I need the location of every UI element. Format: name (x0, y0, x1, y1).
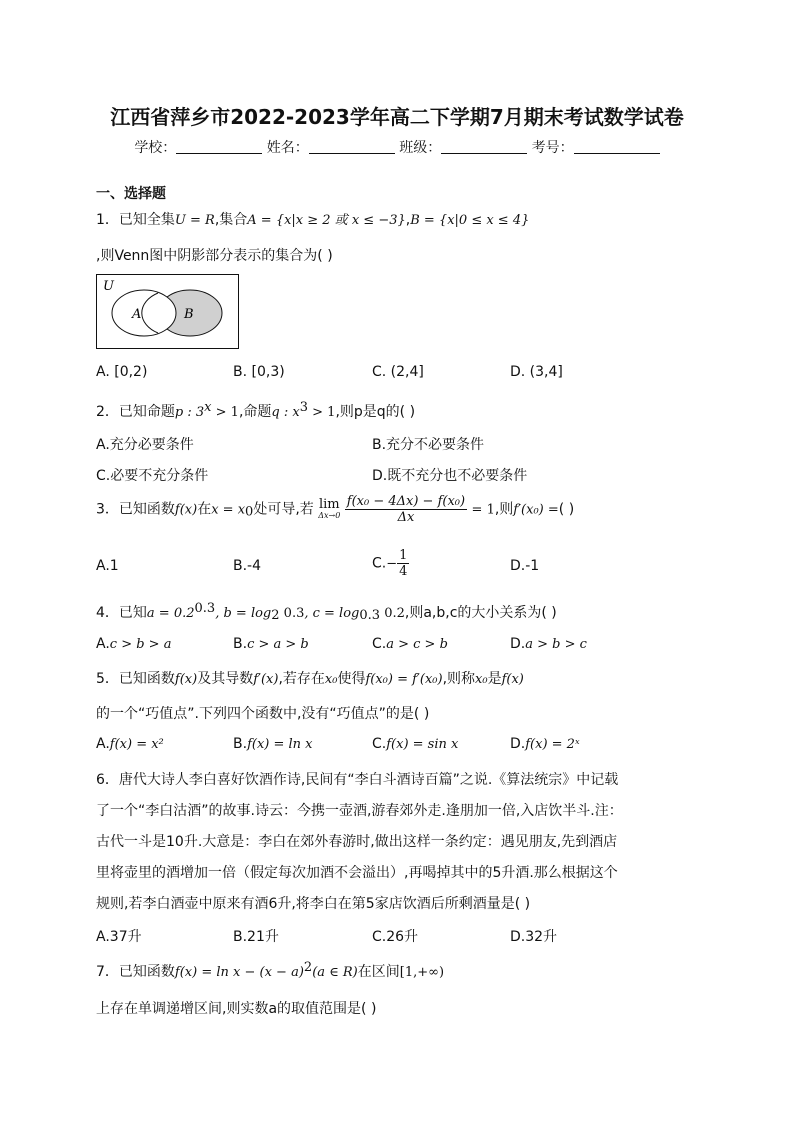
q5-text-b: 及其导数 (197, 671, 254, 687)
venn-set-a (112, 290, 176, 336)
name-label: 姓名： (266, 140, 309, 156)
q4-option-d-value: a > b > c (525, 637, 587, 652)
student-info-row (0, 137, 794, 157)
q4-b-base: 2 (271, 608, 280, 623)
question-5-line-1 (96, 668, 524, 688)
school-label: 学校： (134, 140, 177, 156)
q4-option-d-label: D. (510, 636, 526, 652)
q2-q-exponent: 3 (299, 400, 308, 415)
venn-diagram (96, 274, 240, 350)
question-6-line-5: 规则,若李白酒壶中原来有酒6升,将李白在第5家店饮酒后所剩酒量是( ) (96, 896, 531, 912)
q2-option-b: B.充分不必要条件 (372, 437, 485, 453)
q5-fpx: f′(x) (253, 672, 279, 687)
q3-fraction-den: Δx (397, 510, 415, 525)
q4-a: a = 0.2 (146, 606, 195, 621)
q5-text-d: 使得 (337, 671, 366, 687)
q4-option-c-value: a > c > b (386, 637, 448, 652)
q3-fraction (345, 494, 467, 525)
q1-sep: , (405, 212, 411, 228)
q3-limit (318, 496, 341, 521)
question-6-line-1: 6．唐代大诗人李白喜好饮酒作诗,民间有“李白斗酒诗百篇”之说.《算法统宗》中记载 (96, 772, 619, 788)
q2-post: ,则p是q的( ) (335, 404, 416, 420)
q1-option-a: A. [0,2) (96, 364, 148, 380)
q1-option-d: D. (3,4] (510, 364, 563, 380)
venn-label-u: U (103, 279, 114, 294)
q6-option-a: A.37升 (96, 929, 142, 945)
q3-prefix: 3．已知函数 (96, 501, 175, 518)
q2-p-exponent: x (204, 400, 212, 415)
q4-option-b-label: B. (233, 636, 248, 652)
q1-number: 1．已知全集 (96, 212, 175, 228)
q4-option-d (510, 636, 587, 652)
q3-eq: = 1 (471, 502, 495, 518)
question-6-line-3: 古代一斗是10升.大意是：李白在郊外春游时,做出这样一条约定：遇见朋友,先到酒店 (96, 834, 618, 850)
q4-option-b-value: c > a > b (247, 637, 309, 652)
q3-fx: f(x) (174, 502, 198, 518)
q2-mid: ,命题 (238, 404, 272, 420)
class-label: 班级： (399, 140, 442, 156)
q5-option-a (96, 736, 164, 752)
q4-c-base: 0.3 (359, 608, 381, 623)
q4-c: , c = log (304, 606, 360, 621)
q1-set-u: U = R (174, 213, 215, 228)
q5-option-a-label: A. (96, 736, 110, 752)
q5-option-b-label: B. (233, 736, 248, 752)
q3-x0: x = x (211, 502, 246, 518)
number-label: 考号： (531, 140, 574, 156)
venn-label-a: A (132, 307, 142, 322)
question-6-line-4: 里将壶里的酒增加一倍（假定每次加酒不会溢出）,再喝掉其中的5升酒.那么根据这个 (96, 865, 618, 881)
q4-c-arg: 0.2 (380, 606, 405, 621)
question-5-line-2: 的一个“巧值点”.下列四个函数中,没有“巧值点”的是( ) (96, 706, 430, 722)
q5-eq: f(x₀) = f′(x₀) (365, 672, 443, 687)
q2-q: q : x (271, 405, 300, 420)
q5-option-c-value: f(x) = sin x (386, 737, 459, 752)
q3-option-c-sign: − (386, 556, 398, 572)
question-3-line (96, 494, 574, 525)
q2-option-c: C.必要不充分条件 (96, 468, 209, 484)
q5-fx: f(x) (174, 672, 198, 687)
q3-option-c-fraction (397, 548, 409, 579)
q5-option-d (510, 736, 580, 752)
q3-option-a: A.1 (96, 558, 119, 574)
q2-option-a: A.充分必要条件 (96, 437, 194, 453)
q4-option-a-label: A. (96, 636, 110, 652)
q7-interval: [1,+∞) (399, 965, 445, 980)
q1-set-b: B = {x|0 ≤ x ≤ 4} (410, 213, 530, 228)
q5-text-a: 5．已知函数 (96, 671, 175, 687)
q2-p-tail: > 1 (211, 405, 239, 420)
q3-x0-sub: 0 (245, 504, 254, 520)
q4-option-c (372, 636, 448, 652)
q5-text-e: ,则称 (442, 671, 476, 687)
q5-text-f: 是 (487, 671, 502, 687)
q3-fraction-num: f(x₀ − 4Δx) − f(x₀) (346, 494, 466, 509)
q3-lim-word: lim (318, 496, 340, 512)
q3-mid2: 处可导,若 (253, 501, 314, 518)
q4-post: ,则a,b,c的大小关系为( ) (404, 605, 557, 621)
q3-tail: ( ) (558, 501, 575, 518)
q5-option-a-value: f(x) = x² (109, 737, 164, 752)
q3-deriv: f′(x₀) = (513, 502, 559, 518)
q1-mid: ,集合 (214, 212, 248, 228)
q4-b-arg: 0.3 (279, 606, 305, 621)
q2-q-tail: > 1 (308, 405, 336, 420)
q6-option-b: B.21升 (233, 929, 279, 945)
q4-prefix: 4．已知 (96, 605, 147, 621)
q7-expr: f(x) = ln x − (x − a) (174, 965, 304, 980)
q3-option-b: B.-4 (233, 558, 262, 574)
q6-option-d: D.32升 (510, 929, 558, 945)
q4-option-b (233, 636, 309, 652)
class-blank (441, 139, 527, 154)
q4-option-a-value: c > b > a (109, 637, 172, 652)
q1-option-c: C. (2,4] (372, 364, 424, 380)
q3-option-c-den: 4 (399, 564, 408, 579)
question-2-line (96, 400, 415, 421)
q3-option-c-num: 1 (399, 548, 408, 563)
q5-text-c: ,若存在 (278, 671, 325, 687)
q3-lim-sub: Δx→0 (318, 510, 341, 520)
question-1-line-2: ,则Venn图中阴影部分表示的集合为( ) (96, 248, 333, 264)
section-heading: 一、选择题 (96, 186, 166, 202)
q4-a-exponent: 0.3 (194, 601, 216, 616)
q3-option-c-label: C. (372, 555, 387, 572)
q4-option-a (96, 636, 171, 652)
q2-p: p : 3 (174, 405, 205, 420)
school-blank (176, 139, 262, 154)
q5-fx-2: f(x) (501, 672, 524, 687)
question-7-line-2: 上存在单调递增区间,则实数a的取值范围是( ) (96, 1001, 377, 1017)
q4-b: , b = log (215, 606, 272, 621)
q3-mid: 在 (197, 501, 212, 518)
q1-option-b: B. [0,3) (233, 364, 285, 380)
q5-option-c-label: C. (372, 736, 387, 752)
question-4-line (96, 601, 557, 623)
name-blank (309, 139, 395, 154)
q4-option-c-label: C. (372, 636, 387, 652)
q2-prefix: 2．已知命题 (96, 404, 175, 420)
q5-x0: x₀ (324, 672, 338, 687)
q5-option-b-value: f(x) = ln x (247, 737, 313, 752)
q2-option-d: D.既不充分也不必要条件 (372, 468, 528, 484)
q5-x0-2: x₀ (475, 672, 488, 687)
q5-option-d-value: f(x) = 2ˣ (525, 737, 580, 752)
q3-post: ,则 (494, 501, 514, 518)
question-1-line-1 (96, 209, 529, 229)
q5-option-c (372, 736, 458, 752)
q3-option-c (372, 548, 409, 579)
venn-label-b: B (184, 307, 194, 322)
q7-mid: 在区间 (357, 964, 400, 980)
q6-option-c: C.26升 (372, 929, 419, 945)
q7-cond: (a ∈ R) (312, 965, 358, 980)
question-6-line-2: 了一个“李白沽酒”的故事.诗云：今携一壶酒,游春郊外走.逢朋加一倍,入店饮半斗.注： (96, 803, 623, 819)
question-7-line-1 (96, 960, 444, 981)
q7-prefix: 7．已知函数 (96, 964, 175, 980)
number-blank (574, 139, 660, 154)
q5-option-d-label: D. (510, 736, 526, 752)
q1-set-a: A = {x|x ≥ 2 或 x ≤ −3} (247, 213, 406, 228)
q7-exponent: 2 (303, 960, 313, 975)
q3-option-d: D.-1 (510, 558, 540, 574)
page-title: 江西省萍乡市2022-2023学年高二下学期7月期末考试数学试卷 (110, 105, 684, 129)
q5-option-b (233, 736, 313, 752)
